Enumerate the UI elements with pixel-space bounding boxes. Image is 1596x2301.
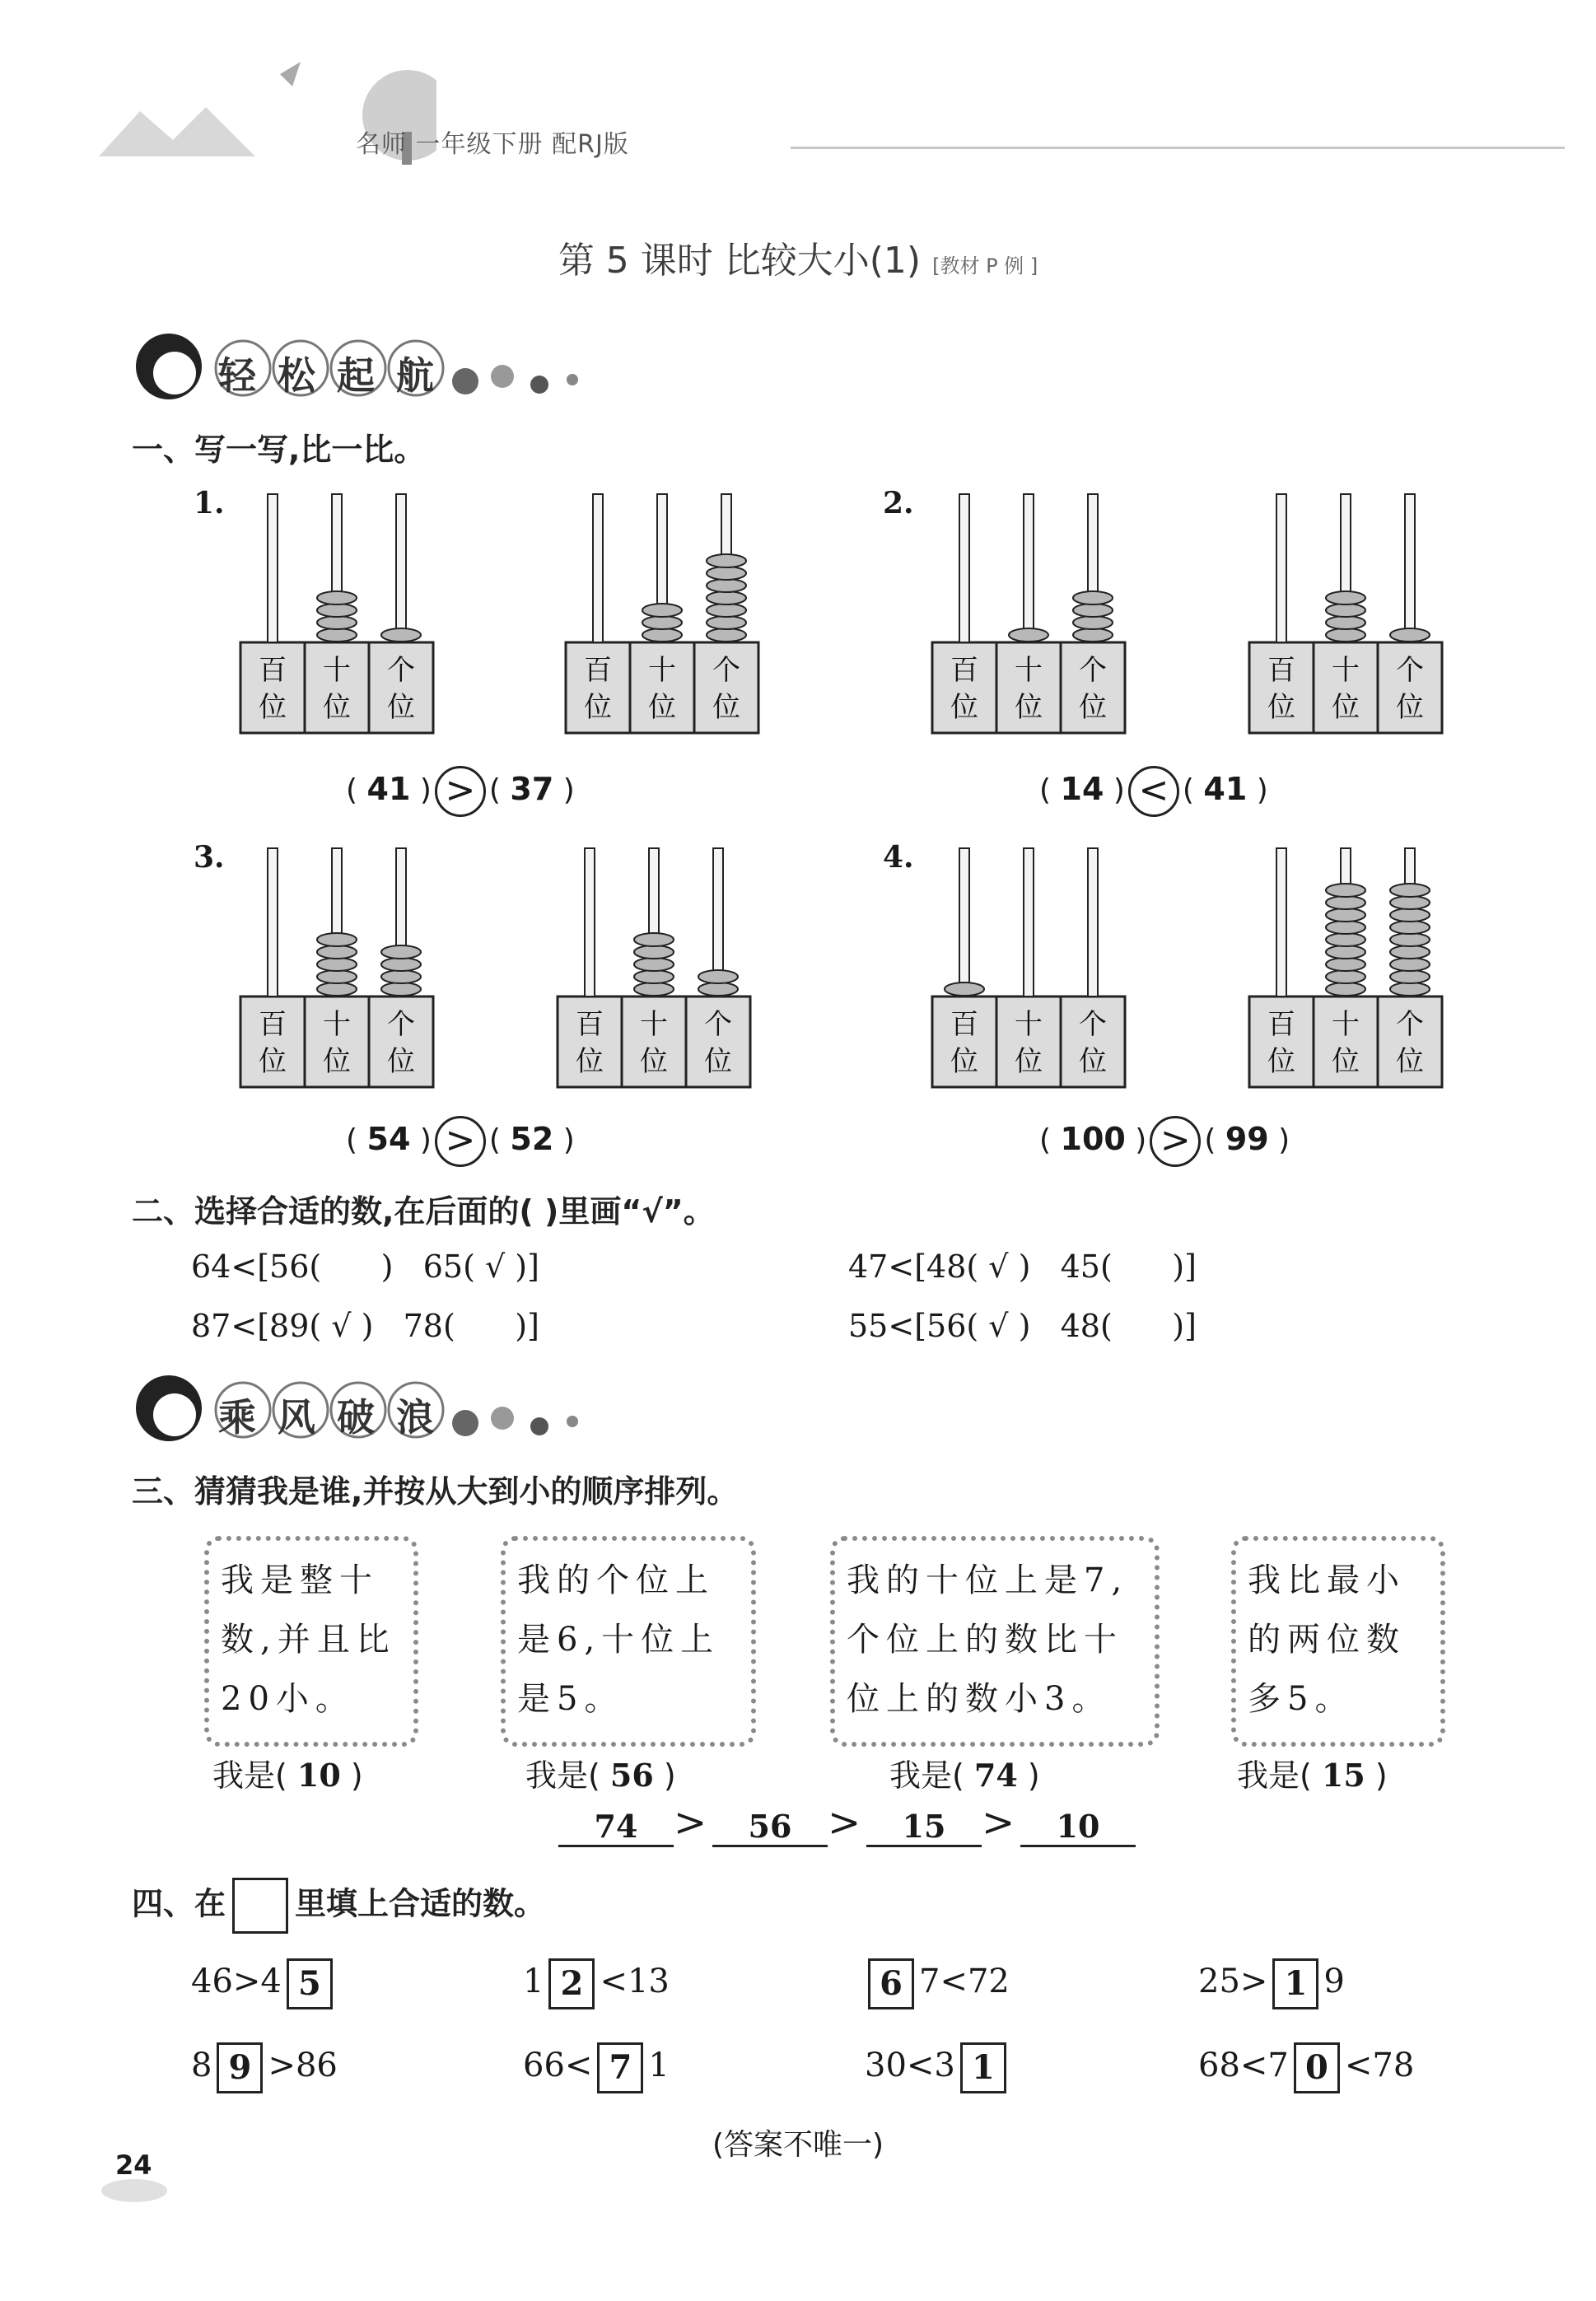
abacus	[239, 844, 436, 1091]
abacus-rod	[1024, 848, 1034, 996]
place-label: 个	[704, 1008, 732, 1041]
abacus-bead	[1390, 908, 1430, 922]
abacus-bead	[317, 982, 357, 996]
abacus-bead	[1073, 591, 1113, 604]
abacus-bead	[1390, 970, 1430, 983]
section-badge-1-text: 轻松起航	[218, 353, 455, 398]
lesson-title	[0, 231, 1596, 283]
place-label: 位	[387, 1045, 415, 1078]
abacus-bead	[1073, 604, 1113, 617]
q4-post: <13	[600, 1963, 670, 2000]
abacus-bead	[1073, 628, 1113, 642]
abacus-bead	[317, 591, 357, 604]
abacus-bead	[381, 970, 421, 983]
q1-answer: 99	[1225, 1121, 1269, 1157]
place-label: 位	[640, 1045, 668, 1078]
abacus-bead	[642, 628, 682, 642]
abacus-bead	[317, 616, 357, 629]
place-label: 位	[1267, 1045, 1295, 1078]
q3-answer-4	[1237, 1750, 1388, 1795]
abacus-bead	[1326, 970, 1365, 983]
place-label: 百	[259, 654, 287, 687]
place-label: 十	[640, 1008, 668, 1041]
q2-title: 二、选择合适的数,在后面的( )里画“√”。	[132, 1193, 715, 1230]
edition: 配RJ版	[552, 130, 629, 159]
abacus-bead	[317, 933, 357, 946]
q4-post: 1	[648, 2047, 670, 2084]
q4-item	[865, 2042, 1011, 2093]
q3-card: 我的十位上是7,个位上的数比十位上的数小3。	[830, 1536, 1160, 1747]
abacus-bead	[1390, 628, 1430, 642]
q4-pre: 1	[523, 1963, 544, 2000]
abacus-bead	[317, 628, 357, 642]
abacus-bead	[1326, 884, 1365, 897]
abacus-bead	[642, 604, 682, 617]
page-number: 24	[115, 2149, 152, 2181]
abacus-bead	[1326, 945, 1365, 959]
abacus-bead	[1326, 933, 1365, 946]
place-label: 个	[387, 1008, 415, 1041]
place-label: 位	[387, 691, 415, 724]
place-label: 百	[576, 1008, 604, 1041]
q3-suffix: )	[663, 1757, 676, 1794]
place-label: 位	[950, 691, 978, 724]
abacus-rod	[959, 848, 969, 996]
abacus-bead	[1390, 884, 1430, 897]
q2-row: 55<[56( √ ) 48( )]	[848, 1308, 1197, 1344]
answer-box: 0	[1294, 2042, 1340, 2093]
section-badge-2-text: 乘风破浪	[218, 1395, 455, 1440]
q3-card: 我是整十数,并且比20小。	[204, 1536, 418, 1747]
title-main: 第 5 课时 比较大小(1)	[558, 240, 922, 282]
q3-card: 我比最小的两位数多5。	[1231, 1536, 1445, 1747]
abacus-bead	[381, 628, 421, 642]
abacus-bead	[707, 591, 746, 604]
q1-item2-label: 2.	[883, 486, 914, 520]
place-label: 个	[1079, 654, 1107, 687]
answer-box: 2	[548, 1958, 595, 2009]
q4-pre: 8	[191, 2047, 212, 2084]
abacus-bead	[1326, 958, 1365, 971]
place-label: 位	[1015, 691, 1043, 724]
abacus-bead	[707, 604, 746, 617]
q4-post: 7<72	[919, 1963, 1010, 2000]
abacus-bead	[642, 616, 682, 629]
place-label: 位	[1079, 1045, 1107, 1078]
q4-post: >86	[268, 2047, 338, 2084]
abacus-rod	[268, 848, 278, 996]
abacus-bead	[698, 982, 738, 996]
abacus-bead	[698, 970, 738, 983]
compare-sign: >	[1150, 1116, 1201, 1167]
place-label: 百	[1267, 654, 1295, 687]
q3-title: 三、猜猜我是谁,并按从大到小的顺序排列。	[132, 1473, 739, 1510]
abacus-bead	[634, 945, 674, 959]
abacus	[239, 490, 436, 737]
abacus-rod	[1405, 494, 1415, 642]
place-label: 位	[950, 1045, 978, 1078]
place-label: 个	[387, 654, 415, 687]
abacus-bead	[317, 970, 357, 983]
q4-pre: 68<7	[1198, 2047, 1289, 2084]
abacus	[931, 844, 1128, 1091]
place-label: 位	[323, 1045, 351, 1078]
abacus-bead	[1390, 933, 1430, 946]
place-label: 位	[1396, 691, 1424, 724]
compare-sign: >	[435, 1116, 486, 1167]
abacus-bead	[317, 604, 357, 617]
abacus-bead	[1326, 604, 1365, 617]
place-label: 十	[1015, 654, 1043, 687]
compare-sign: >	[435, 766, 486, 817]
q4-item	[1198, 2042, 1414, 2093]
place-label: 百	[950, 654, 978, 687]
abacus-bead	[634, 958, 674, 971]
q3-suffix: )	[1027, 1757, 1040, 1794]
q3-prefix: 我是(	[212, 1757, 287, 1794]
abacus-rod	[1024, 494, 1034, 642]
q1-title: 一、写一写,比一比。	[132, 432, 426, 468]
abacus-bead	[1390, 982, 1430, 996]
order-blank: 74	[558, 1808, 674, 1847]
abacus-bead	[1326, 908, 1365, 922]
abacus-bead	[381, 982, 421, 996]
abacus	[1248, 490, 1445, 737]
q1-answer: 37	[510, 771, 554, 807]
abacus	[564, 490, 762, 737]
abacus-bead	[1326, 628, 1365, 642]
q4-item	[191, 2042, 338, 2093]
abacus-bead	[381, 958, 421, 971]
answer-box: 1	[1272, 1958, 1318, 2009]
place-label: 十	[323, 1008, 351, 1041]
order-blank: 15	[866, 1808, 982, 1847]
place-label: 位	[584, 691, 612, 724]
q2-row: 64<[56( ) 65( √ )]	[191, 1249, 539, 1285]
q4-item	[1198, 1958, 1345, 2009]
place-label: 个	[712, 654, 740, 687]
place-label: 十	[1015, 1008, 1043, 1041]
q4-post: 9	[1323, 1963, 1345, 2000]
q3-suffix: )	[350, 1757, 363, 1794]
header-rule	[791, 147, 1565, 149]
place-label: 个	[1396, 1008, 1424, 1041]
abacus-bead	[707, 628, 746, 642]
place-label: 十	[323, 654, 351, 687]
q3-suffix: )	[1374, 1757, 1388, 1794]
answer-box: 6	[868, 1958, 914, 2009]
abacus-bead	[1009, 628, 1048, 642]
abacus-bead	[707, 616, 746, 629]
series: 一年级下册	[415, 130, 544, 159]
abacus-bead	[1326, 896, 1365, 909]
q1-answer: 14	[1060, 771, 1104, 807]
q4-item	[863, 1958, 1010, 2009]
place-label: 百	[1267, 1008, 1295, 1041]
place-label: 十	[1332, 654, 1360, 687]
abacus-bead	[1390, 896, 1430, 909]
abacus-bead	[1326, 591, 1365, 604]
abacus-rod	[1088, 848, 1098, 996]
answer-box: 7	[597, 2042, 643, 2093]
abacus-rod	[959, 494, 969, 642]
abacus-bead	[634, 970, 674, 983]
abacus-bead	[707, 567, 746, 580]
empty-box-sample	[232, 1878, 288, 1934]
abacus-bead	[1073, 616, 1113, 629]
q3-prefix: 我是(	[1237, 1757, 1312, 1794]
place-label: 百	[950, 1008, 978, 1041]
abacus-bead	[1390, 945, 1430, 959]
abacus-bead	[634, 982, 674, 996]
q4-title-b: 里填上合适的数。	[295, 1885, 546, 1922]
greater-sign: >	[674, 1799, 707, 1846]
place-label: 位	[576, 1045, 604, 1078]
answer-box: 9	[217, 2042, 263, 2093]
abacus-bead	[634, 933, 674, 946]
answer-note: (答案不唯一)	[712, 2128, 884, 2162]
q3-answer-value: 10	[296, 1757, 341, 1794]
abacus-rod	[1276, 848, 1286, 996]
q4-title-a: 四、在	[132, 1885, 226, 1922]
greater-sign: >	[982, 1799, 1015, 1846]
q3-prefix: 我是(	[889, 1757, 964, 1794]
q2-row: 87<[89( √ ) 78( )]	[191, 1308, 539, 1344]
place-label: 个	[1079, 1008, 1107, 1041]
abacus-bead	[381, 945, 421, 959]
abacus	[1248, 844, 1445, 1091]
q3-answer-value: 74	[973, 1757, 1018, 1794]
place-label: 百	[259, 1008, 287, 1041]
q4-item	[191, 1958, 338, 2009]
place-label: 位	[1332, 691, 1360, 724]
q1-item1-label: 1.	[194, 486, 225, 520]
place-label: 位	[704, 1045, 732, 1078]
abacus-bead	[707, 554, 746, 567]
answer-box: 5	[287, 1958, 333, 2009]
abacus-rod	[268, 494, 278, 642]
abacus-bead	[317, 945, 357, 959]
q4-item	[523, 2042, 670, 2093]
q3-card: 我的个位上是6,十位上是5。	[501, 1536, 756, 1747]
q1-item3-label: 3.	[194, 840, 225, 875]
place-label: 位	[1332, 1045, 1360, 1078]
abacus-rod	[593, 494, 603, 642]
place-label: 十	[648, 654, 676, 687]
place-label: 位	[648, 691, 676, 724]
place-label: 位	[323, 691, 351, 724]
place-label: 位	[259, 1045, 287, 1078]
place-label: 位	[1396, 1045, 1424, 1078]
q3-answer-value: 56	[609, 1757, 654, 1794]
q4-pre: 30<3	[865, 2047, 955, 2084]
abacus-bead	[317, 958, 357, 971]
abacus-rod	[585, 848, 595, 996]
title-ref: [教材 P 例 ]	[932, 254, 1038, 278]
abacus-bead	[1326, 616, 1365, 629]
q3-answer-1	[212, 1750, 363, 1795]
q3-answer-2	[525, 1750, 676, 1795]
brand: 名师	[356, 130, 407, 159]
q1-compare-1: ( 41 ) > ( 37 )	[346, 766, 575, 817]
place-label: 个	[1396, 654, 1424, 687]
abacus-bead	[945, 982, 984, 996]
q1-compare-2: ( 14 ) < ( 41 )	[1039, 766, 1268, 817]
abacus-bead	[1390, 921, 1430, 934]
q1-answer: 54	[366, 1121, 411, 1157]
place-label: 位	[712, 691, 740, 724]
q2-row: 47<[48( √ ) 45( )]	[848, 1249, 1197, 1285]
place-label: 十	[1332, 1008, 1360, 1041]
answer-box: 1	[960, 2042, 1006, 2093]
q3-prefix: 我是(	[525, 1757, 600, 1794]
order-blank: 10	[1020, 1808, 1136, 1847]
header-text	[356, 124, 629, 160]
q1-answer: 41	[1203, 771, 1248, 807]
q1-compare-3: ( 54 ) > ( 52 )	[346, 1116, 575, 1167]
q3-answer-value: 15	[1321, 1757, 1365, 1794]
abacus-rod	[396, 494, 406, 642]
greater-sign: >	[828, 1799, 861, 1846]
compare-sign: <	[1128, 766, 1179, 817]
q4-pre: 25>	[1198, 1963, 1268, 2000]
q1-answer: 100	[1060, 1121, 1126, 1157]
place-label: 位	[259, 691, 287, 724]
abacus-rod	[1276, 494, 1286, 642]
q3-answer-3	[889, 1750, 1040, 1795]
q1-answer: 52	[510, 1121, 554, 1157]
place-label: 位	[1267, 691, 1295, 724]
q4-post: <78	[1344, 2047, 1415, 2084]
abacus	[556, 844, 754, 1091]
abacus-bead	[1326, 921, 1365, 934]
q1-item4-label: 4.	[883, 840, 914, 875]
place-label: 百	[584, 654, 612, 687]
q4-pre: 66<	[523, 2047, 593, 2084]
q4-title	[132, 1878, 545, 1934]
place-label: 位	[1015, 1045, 1043, 1078]
abacus-bead	[1390, 958, 1430, 971]
q1-compare-4: ( 100 ) > ( 99 )	[1039, 1116, 1290, 1167]
q4-pre: 46>4	[191, 1963, 282, 2000]
place-label: 位	[1079, 691, 1107, 724]
q1-answer: 41	[366, 771, 411, 807]
abacus	[931, 490, 1128, 737]
order-blank: 56	[712, 1808, 828, 1847]
q4-item	[523, 1958, 670, 2009]
abacus-bead	[707, 579, 746, 592]
abacus-bead	[1326, 982, 1365, 996]
